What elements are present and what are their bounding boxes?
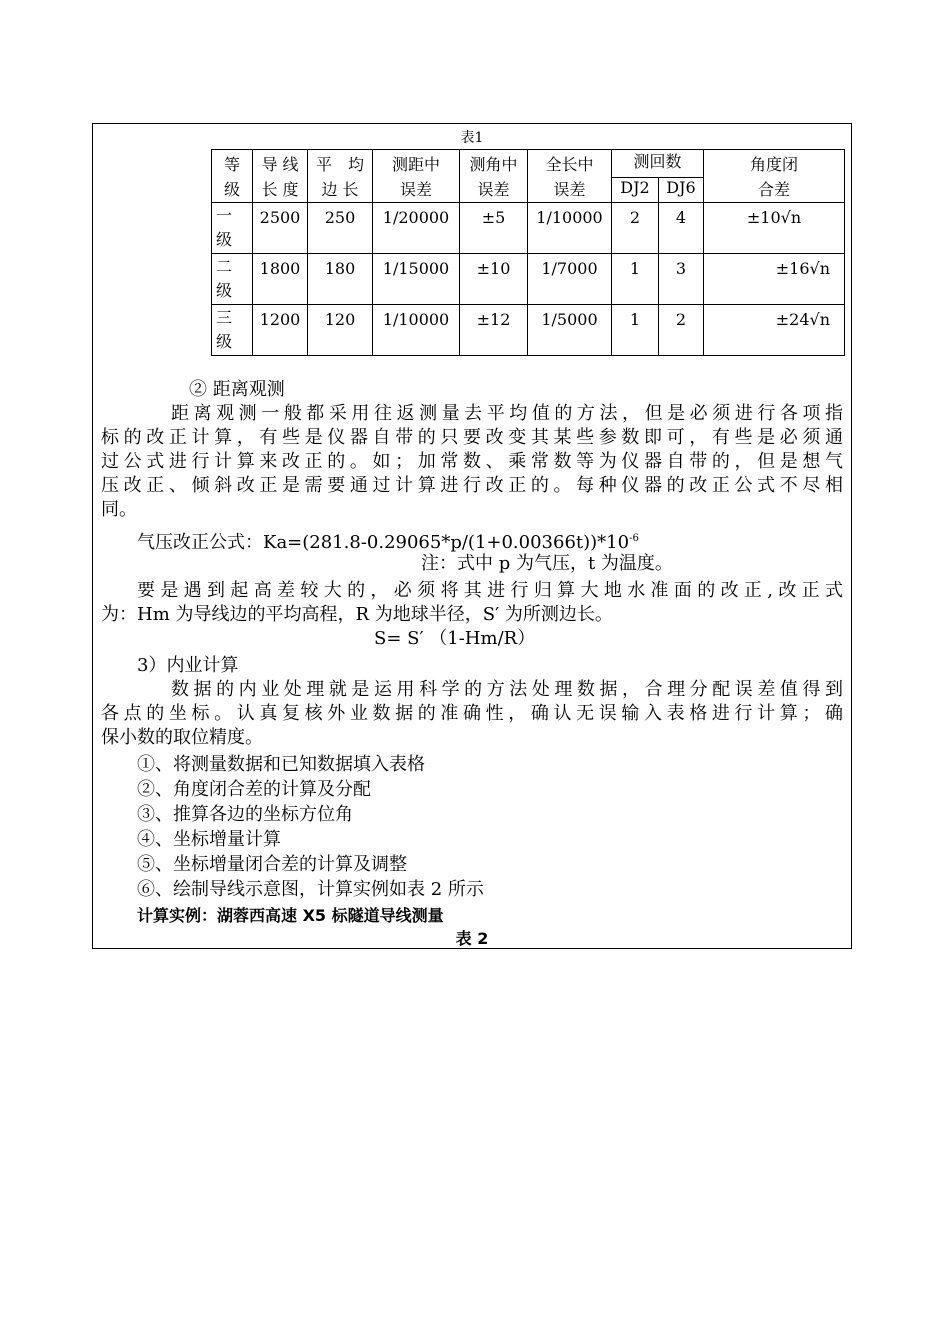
header-dj6: DJ6 [659, 177, 704, 202]
traverse-standards-table [211, 149, 845, 356]
paragraph-line: 过公式进行计算来改正的。如；加常数、乘常数等为仪器自带的，但是想气 [101, 451, 843, 472]
table2-caption: 表 2 [455, 929, 489, 948]
header-angle-err: 测角中 误差 [460, 150, 528, 203]
table1-caption: 表1 [460, 130, 484, 146]
document-frame [92, 123, 852, 949]
paragraph-line: 保小数的取位精度。 [101, 727, 263, 748]
formula-note: 注：式中 p 为气压，t 为温度。 [421, 553, 673, 574]
example-title: 计算实例：湖蓉西高速 X5 标隧道导线测量 [137, 906, 444, 925]
list-item: ④、坐标增量计算 [137, 829, 281, 850]
header-dist-err: 测距中 误差 [373, 150, 460, 203]
header-closure: 角度闭 合差 [704, 150, 845, 203]
paragraph-line: 压改正、倾斜改正是需要通过计算进行改正的。每种仪器的改正公式不尽相 [101, 475, 843, 496]
section-title-internal: 3）内业计算 [137, 655, 239, 676]
list-item: ⑥、绘制导线示意图，计算实例如表 2 所示 [137, 879, 484, 900]
list-item: ②、角度闭合差的计算及分配 [137, 779, 371, 800]
header-rounds: 测回数 [612, 150, 704, 178]
paragraph-line: 同。 [101, 499, 137, 520]
paragraph-line: 距离观测一般都采用往返测量去平均值的方法，但是必须进行各项指 [171, 403, 843, 424]
header-length: 导 线 长 度 [253, 150, 308, 203]
section-title-distance: ② 距离观测 [189, 379, 285, 400]
paragraph-line: 各点的坐标。认真复核外业数据的准确性，确认无误输入表格进行计算；确 [101, 703, 843, 724]
list-item: ③、推算各边的坐标方位角 [137, 804, 353, 825]
paragraph-line: 数据的内业处理就是运用科学的方法处理数据，合理分配误差值得到 [171, 679, 843, 700]
list-item: ⑤、坐标增量闭合差的计算及调整 [137, 854, 407, 875]
formula-s: S= S′ （1-Hm/R） [374, 628, 536, 649]
header-avg-side: 平 均 边 长 [308, 150, 373, 203]
header-level: 等 级 [212, 150, 253, 203]
table-row: 二 级 1800 180 1/15000 ±10 1/7000 1 3 ±16√n [212, 254, 845, 305]
header-dj2: DJ2 [612, 177, 659, 202]
paragraph-line: 为：Hm 为导线边的平均高程，R 为地球半径，S′ 为所测边长。 [101, 604, 613, 625]
paragraph-line: 要是遇到起高差较大的，必须将其进行归算大地水准面的改正,改正式 [137, 580, 843, 601]
table-row: 一 级 2500 250 1/20000 ±5 1/10000 2 4 ±10√n [212, 203, 845, 254]
formula-ka: 气压改正公式：$Ka=(281.8-0.29065*p/(1+0.00366t))*10^{-6}$ [137, 532, 639, 553]
paragraph-line: 标的改正计算，有些是仪器自带的只要改变其某些参数即可，有些是必须通 [101, 427, 843, 448]
table-row: 三 级 1200 120 1/10000 ±12 1/5000 1 2 ±24√n [212, 305, 845, 356]
header-total-err: 全长中 误差 [528, 150, 612, 203]
list-item: ①、将测量数据和已知数据填入表格 [137, 754, 425, 775]
